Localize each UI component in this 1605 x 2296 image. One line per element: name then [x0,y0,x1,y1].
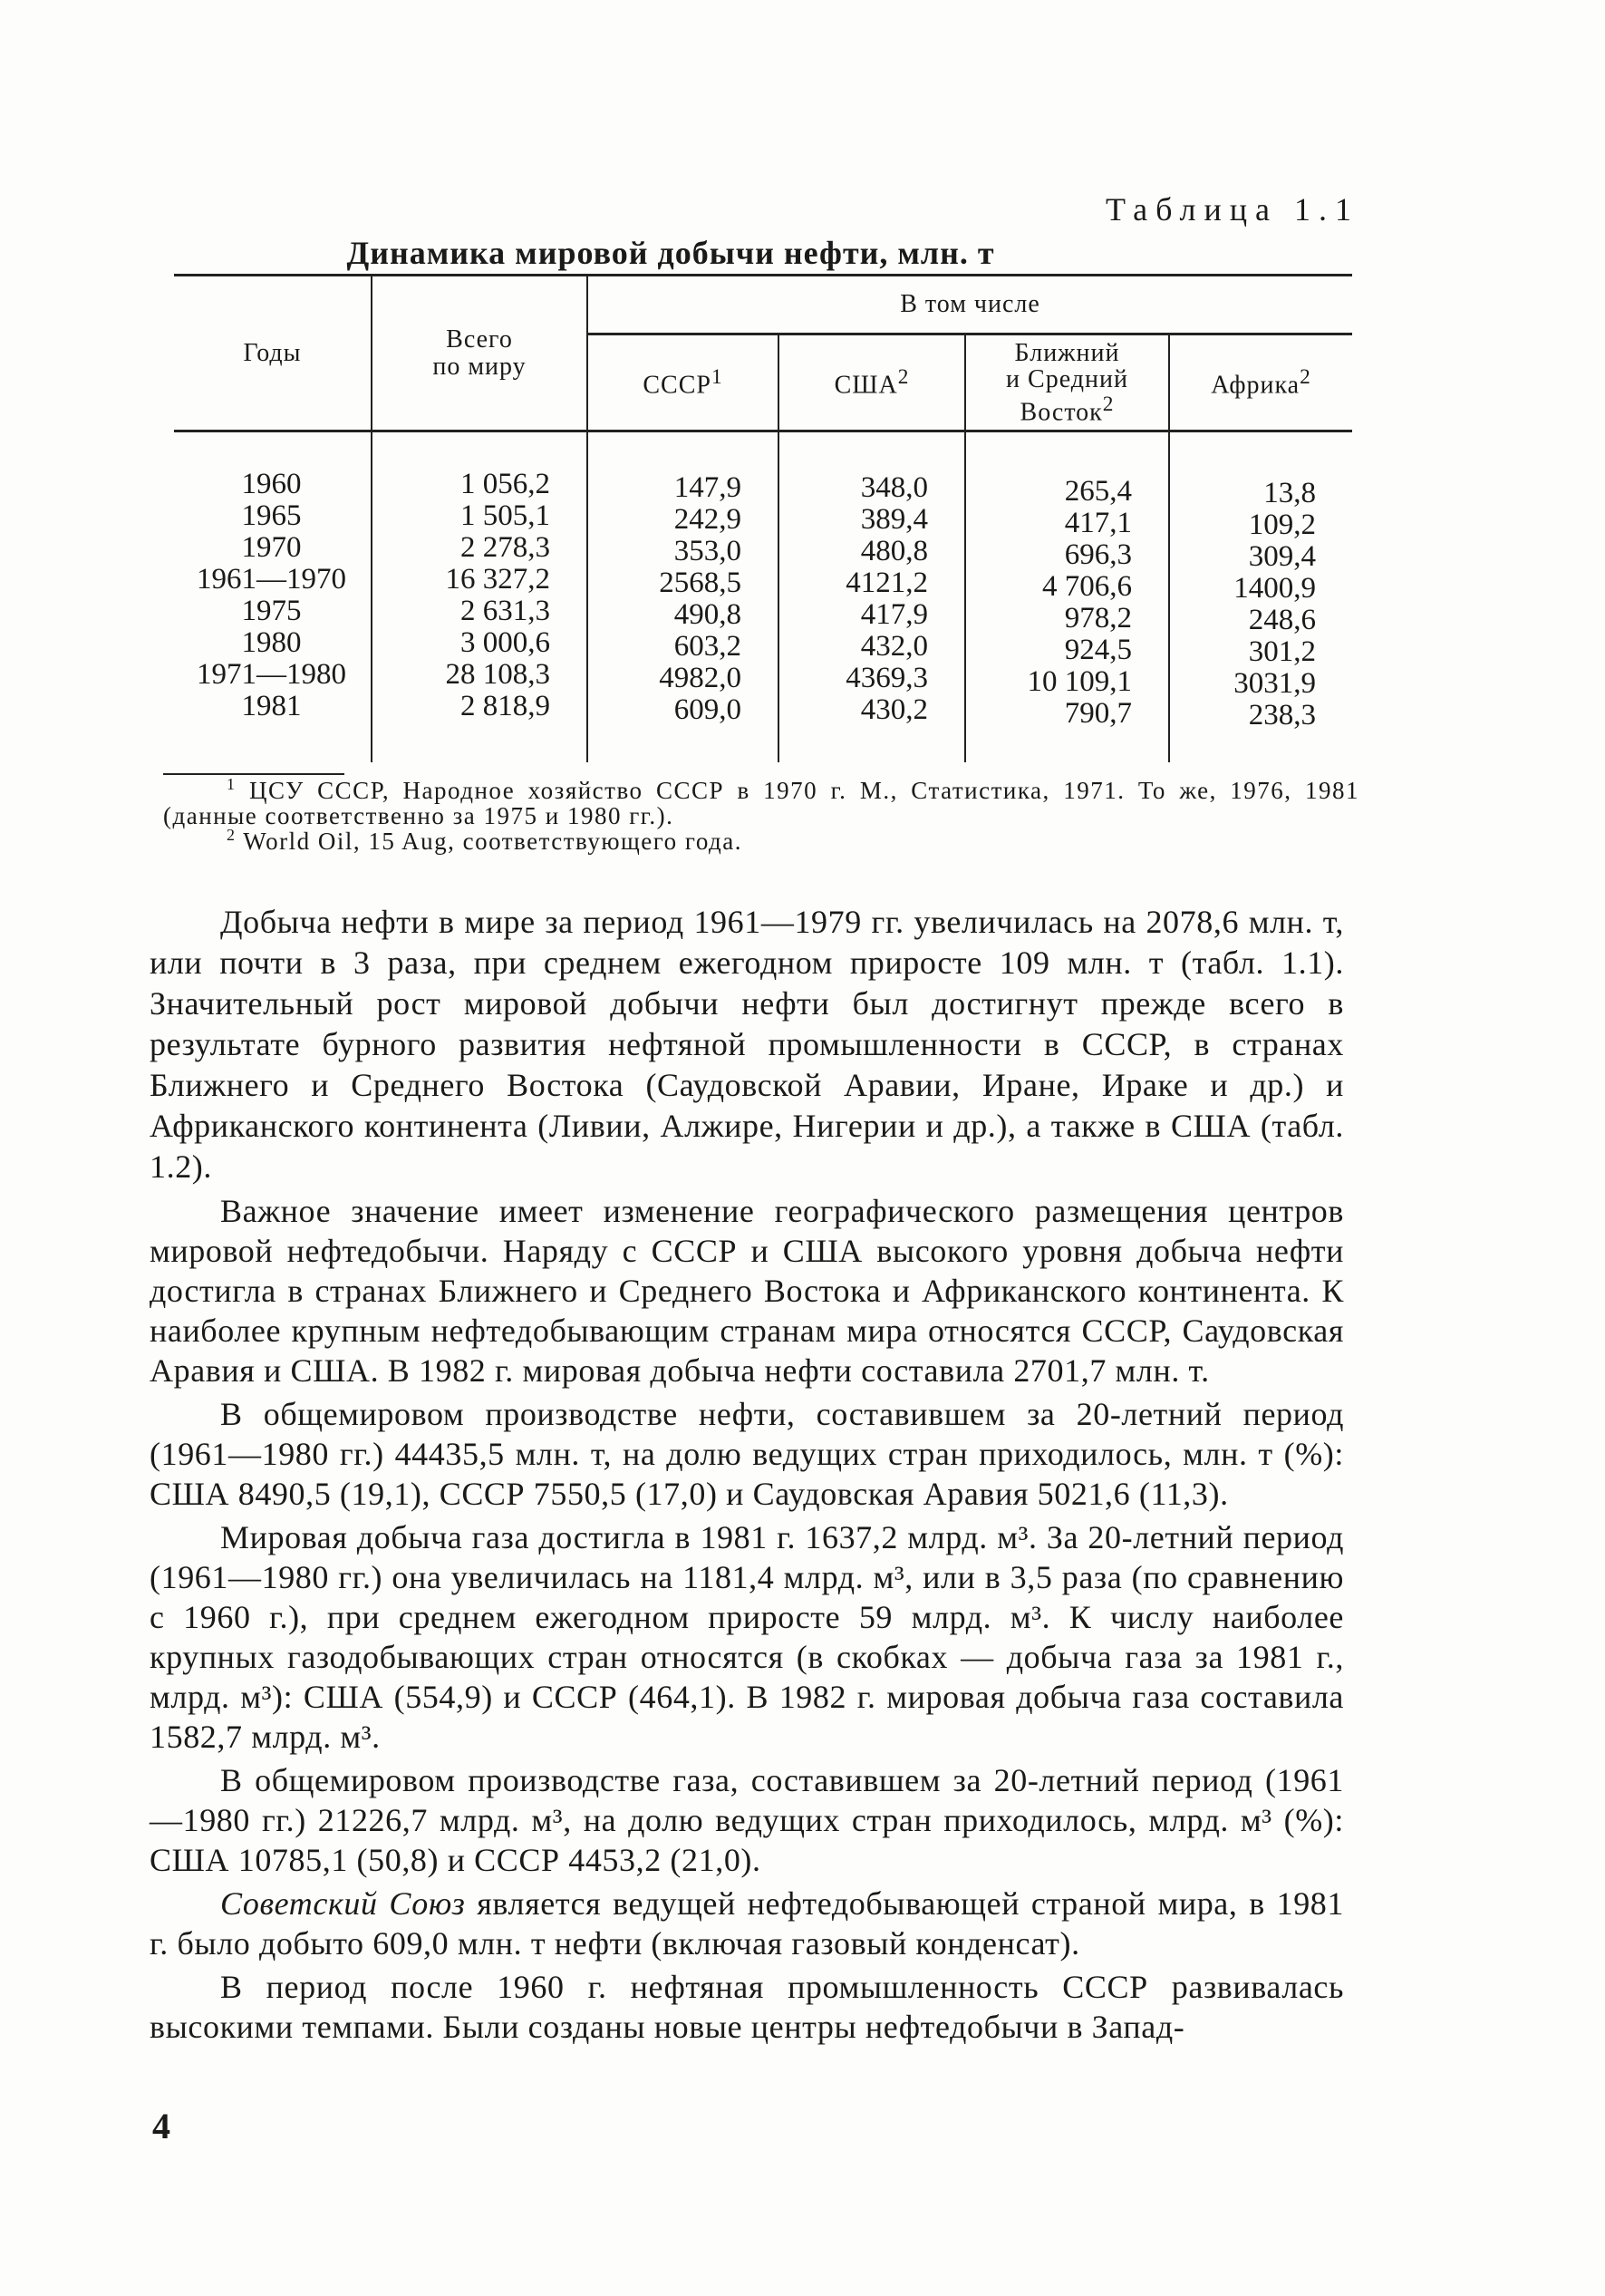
footnote-text: ЦСУ СССР, Народное хозяйство СССР в 1970 г. М., Статистика, 1971. То же, 1976, 1981 (данные соответственно за 1975 и 1980 гг.). [163,777,1359,829]
year-cell: 1981 [241,690,302,722]
table-body-row [174,431,1352,763]
africa-cell: 13,8 [1263,477,1316,509]
total-cell: 2 278,3 [460,531,550,564]
header-total [372,276,587,431]
total-cell: 16 327,2 [445,563,550,596]
footnote-ref-2: 2 [897,365,910,390]
paragraph: В период после 1960 г. нефтяная промышленность СССР развивалась высокими темпами. Были созданы новые центры нефтедобычи в Запад- [150,1969,1344,2045]
footnote-ref-2: 2 [1300,365,1311,390]
paragraph: В общемировом производстве газа, составившем за 20-летний период (1961—1980 гг.) 21226,7 млрд. м³, на долю ведущих стран приходилось, млрд. м³ (%): США 10785,1 (50,8) и СССР 4453,2 (21,0). [150,1762,1344,1878]
page-number: 4 [152,2106,170,2146]
header-me-line3: Восток [1020,397,1103,426]
usa-cell: 417,9 [860,598,928,631]
footnote-ref-1: 1 [711,365,723,390]
ussr-cell: 603,2 [673,630,741,663]
year-cell: 1971—1980 [197,658,346,691]
middle-east-column [965,431,1169,763]
table-label: Таблица 1.1 [1106,191,1359,228]
paragraph: Добыча нефти в мире за период 1961—1979 гг. увеличилась на 2078,6 млн. т, или почти в 3 раза, при среднем ежегодном приросте 109 млн. т (табл. 1.1). Значительный рост мировой добычи нефти был достигнут прежде всего в результате бурного развития нефтяной промышленности в СССР, в странах Ближнего и Среднего Востока (Саудовской Аравии, Иране, Ираке и др.) и Африканского континента (Ливии, Алжире, Нигерии и др.), а также в США (табл. 1.2). [150,904,1344,1185]
middle-east-cell: 924,5 [1064,634,1132,666]
usa-cell: 348,0 [860,471,928,504]
header-africa [1169,334,1352,431]
africa-cell: 109,2 [1248,509,1316,541]
footnote-rule [163,773,344,775]
header-usa [778,334,965,431]
usa-cell: 4121,2 [846,567,928,599]
africa-cell: 248,6 [1248,604,1316,636]
header-me-line1: Ближний [1014,338,1120,367]
africa-cell: 1400,9 [1233,572,1316,605]
total-cell: 28 108,3 [445,658,550,691]
year-cell: 1965 [241,499,302,532]
header-middle-east [965,334,1169,431]
footnote-1 [163,775,1359,829]
header-usa-label: США [834,371,898,400]
header-total-line1: Всего [446,325,513,354]
header-years: Годы [243,338,302,367]
ussr-column [587,431,778,763]
ussr-cell: 490,8 [673,598,741,631]
africa-cell: 3031,9 [1233,667,1316,700]
footnote-2 [163,828,1359,854]
header-africa-label: Африка [1211,371,1300,400]
middle-east-cell: 417,1 [1064,507,1132,539]
total-cell: 3 000,6 [460,626,550,659]
ussr-cell: 147,9 [673,471,741,504]
usa-cell: 430,2 [860,693,928,726]
paragraph: Важное значение имеет изменение географического размещения центров мировой нефтедобычи. Наряду с СССР и США высокого уровня добыча нефти достигла в странах Ближнего и Среднего Востока и Африканского континента. К наиболее крупным нефтедобывающим странам мира относятся СССР, Саудовская Аравия и США. В 1982 г. мировая добыча нефти составила 2701,7 млн. т. [150,1193,1344,1389]
header-including: В том числе [587,276,1352,334]
footnote-ref-2: 2 [1102,392,1115,416]
table-title: Динамика мировой добычи нефти, млн. т [346,235,995,271]
ussr-cell: 242,9 [673,503,741,536]
footnote-mark: 2 [227,826,237,844]
middle-east-cell: 978,2 [1064,602,1132,635]
middle-east-cell: 10 109,1 [1027,665,1132,698]
paragraph [150,1884,1344,1963]
footnotes [163,775,1359,855]
ussr-cell: 353,0 [673,535,741,567]
paragraph-rest: является ведущей нефтедобывающей страной мира, в 1981 г. было добыто 609,0 млн. т нефти (включая газовый конденсат). [150,1885,1344,1962]
africa-column [1169,431,1352,763]
ussr-cell: 2568,5 [659,567,741,599]
header-ussr-label: СССР [643,371,711,400]
header-ussr [587,334,778,431]
middle-east-cell: 4 706,6 [1042,570,1132,603]
header-me-line2: и Средний [1006,365,1128,394]
oil-production-table [174,274,1352,762]
footnote-text: World Oil, 15 Aug, соответствующего года. [243,828,743,855]
header-total-line2: по миру [432,352,527,381]
year-cell: 1980 [241,626,302,659]
year-cell: 1961—1970 [197,563,346,596]
paragraph: В общемировом производстве нефти, составившем за 20-летний период (1961—1980 гг.) 44435,5 млн. т, на долю ведущих стран приходилось, млн. т (%): США 8490,5 (19,1), СССР 7550,5 (17,0) и Саудовская Аравия 5021,6 (11,3). [150,1396,1344,1512]
middle-east-cell: 696,3 [1064,538,1132,571]
footnote-mark: 1 [227,775,237,793]
paragraph: Мировая добыча газа достигла в 1981 г. 1637,2 млрд. м³. За 20-летний период (1961—1980 гг.) она увеличилась на 1181,4 млрд. м³, или в 3,5 раза (по сравнению с 1960 г.), при среднем ежегодном приросте 59 млрд. м³. К числу наиболее крупных газодобывающих стран относятся (в скобках — добыча газа за 1981 г., млрд. м³): США (554,9) и СССР (464,1). В 1982 г. мировая добыча газа составила 1582,7 млрд. м³. [150,1519,1344,1755]
usa-cell: 480,8 [860,535,928,567]
africa-cell: 309,4 [1248,540,1316,573]
year-cell: 1970 [241,531,302,564]
usa-cell: 4369,3 [846,662,928,694]
usa-cell: 389,4 [860,503,928,536]
africa-cell: 301,2 [1248,635,1316,668]
usa-column [778,431,965,763]
total-cell: 1 056,2 [460,468,550,500]
total-cell: 2 631,3 [460,595,550,627]
year-cell: 1975 [241,595,302,627]
years-column [174,431,372,763]
middle-east-cell: 790,7 [1064,697,1132,730]
usa-cell: 432,0 [860,630,928,663]
africa-cell: 238,3 [1248,699,1316,731]
total-cell: 1 505,1 [460,499,550,532]
total-column [372,431,587,763]
italic-lead: Советский Союз [220,1885,466,1922]
year-cell: 1960 [241,468,302,500]
middle-east-cell: 265,4 [1064,475,1132,508]
total-cell: 2 818,9 [460,690,550,722]
ussr-cell: 609,0 [673,693,741,726]
ussr-cell: 4982,0 [659,662,741,694]
body-text [150,902,1344,2047]
